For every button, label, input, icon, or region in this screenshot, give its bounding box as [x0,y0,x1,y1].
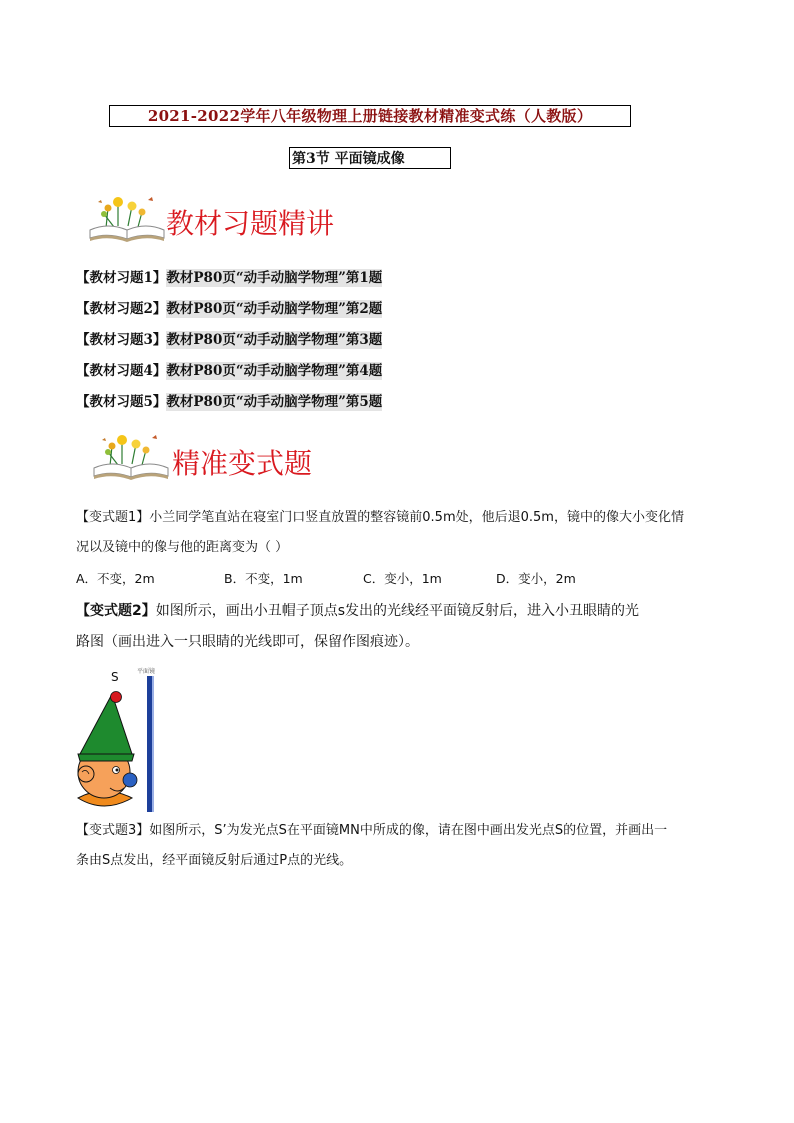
option-c: C．变小，1m [363,571,442,586]
item-label: 【教材习题5】 [76,394,167,410]
list-item [76,392,382,412]
banner-textbook-exercises [86,192,406,246]
clown-mirror-figure [74,664,174,816]
banner-variant-questions [90,430,410,484]
question-2-line-1: 【变式题2】如图所示，画出小丑帽子顶点s发出的光线经平面镜反射后，进入小丑眼睛的光 [76,603,640,619]
question-1-line-2: 况以及镜中的像与他的距离变为（ ） [76,540,289,555]
question-3-line-1: 【变式题3】如图所示，S’为发光点S在平面镜MN中所成的像，请在图中画出发光点S的位置，并画出一 [76,823,668,838]
option-d: D．变小，2m [496,571,576,586]
item-text: 教材P80页“动手动脑学物理”第2题 [166,301,383,317]
option-b: B．不变，1m [224,571,303,586]
banner-title: 教材习题精讲 [166,207,335,240]
clown-illustration [74,664,174,816]
item-text: 教材P80页“动手动脑学物理”第5题 [166,394,383,410]
item-label: 【教材习题2】 [76,301,167,317]
point-s-label: S [111,670,119,684]
list-item [76,299,382,319]
item-label: 【教材习题3】 [76,332,167,348]
section-title-box [289,147,451,169]
list-item [76,361,382,381]
list-item [76,330,382,350]
section-title: 第3节 平面镜成像 [292,151,405,167]
question-3-line-2: 条由S点发出，经平面镜反射后通过P点的光线。 [76,853,353,868]
item-label: 【教材习题1】 [76,270,167,286]
open-book-flowers-icon [90,430,172,484]
list-item [76,268,382,288]
item-text: 教材P80页“动手动脑学物理”第1题 [166,270,383,286]
item-text: 教材P80页“动手动脑学物理”第4题 [166,363,383,379]
item-label: 【教材习题4】 [76,363,167,379]
document-title-box [109,105,631,127]
question-2-line-2: 路图（画出进入一只眼睛的光线即可，保留作图痕迹）。 [76,634,419,650]
option-a: A．不变，2m [76,571,155,586]
item-text: 教材P80页“动手动脑学物理”第3题 [166,332,383,348]
question-1-line-1: 【变式题1】小兰同学笔直站在寝室门口竖直放置的整容镜前0.5m处，他后退0.5m，镜中的像大小变化情 [76,510,684,525]
banner-title: 精准变式题 [172,447,313,480]
mirror-label: 平面镜 [137,668,156,675]
open-book-flowers-icon [86,192,168,246]
document-title: 2021-2022学年八年级物理上册链接教材精准变式练（人教版） [147,107,593,125]
